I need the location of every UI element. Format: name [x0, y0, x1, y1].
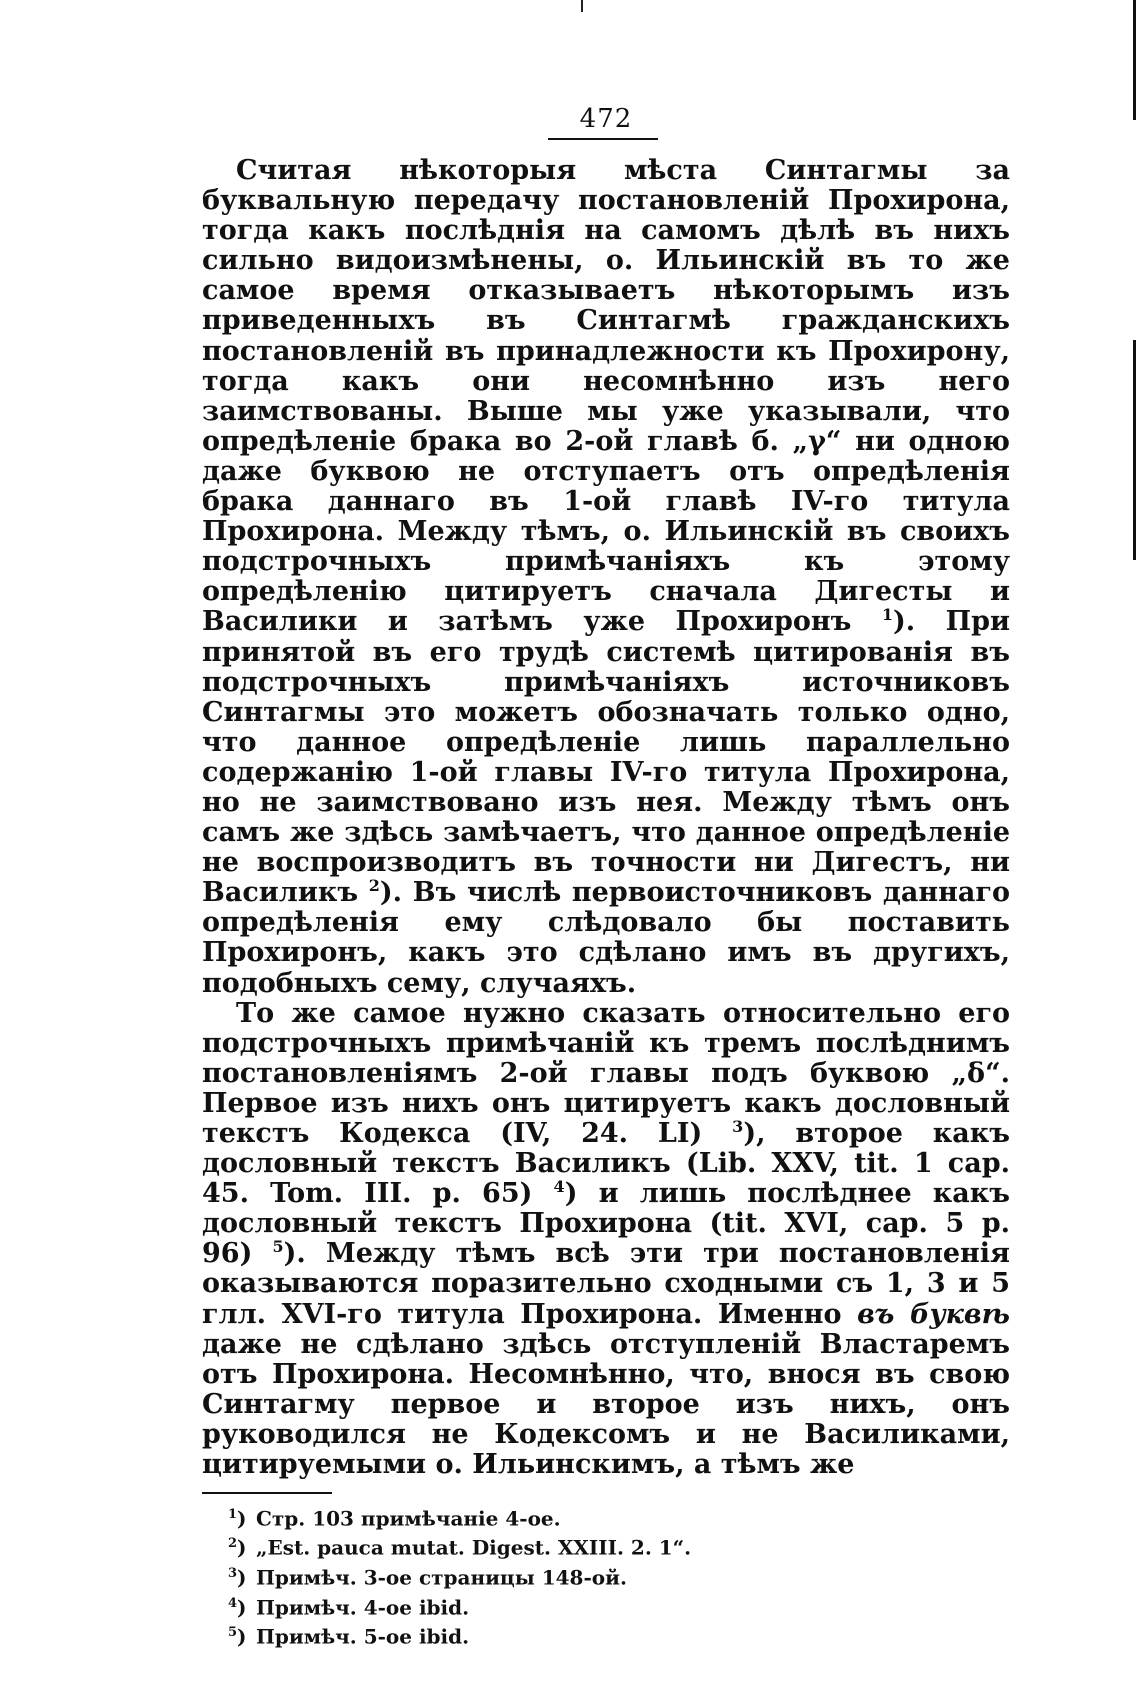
body-paragraph-1 — [202, 156, 1010, 999]
footnote — [228, 1531, 1010, 1561]
footnote-number: 2 — [228, 1536, 238, 1552]
page-number: 472 — [579, 104, 633, 134]
paragraph-text: ). При принятой въ его трудѣ системѣ цитированія въ подстрочныхъ примѣчаніяхъ источниковъ Синтагмы это можетъ обозначать только одно, что данное опредѣленіе лишь параллельно содержанію 1-ой главы IV-го титула Прохирона, но не заимствовано изъ нея. Между тѣмъ онъ самъ же здѣсь замѣчаетъ, что данное опредѣленіе не воспроизводитъ въ точности ни Дигестъ, ни Василикъ — [202, 606, 1010, 909]
footnote-number: 1 — [228, 1506, 238, 1522]
footnote-marker: $^4$) — [228, 1595, 247, 1620]
footnote-number: 3 — [228, 1565, 238, 1581]
paragraph-text: ). Въ числѣ первоисточниковъ даннаго опредѣленія ему слѣдовало бы поставить Прохиронъ, какъ это сдѣлано имъ въ другихъ, подобныхъ сему, случаяхъ. — [202, 877, 1010, 999]
paragraph-text: ), второе какъ дословный текстъ Василикъ (Lib. XXV, tit. 1 cap. 45. Tom. III. p. 65) — [202, 1118, 1010, 1210]
page-number-rule — [548, 138, 658, 140]
scan-mark — [581, 0, 583, 12]
footnote-ref: 5 — [272, 1237, 284, 1257]
scan-edge-shadow — [1133, 0, 1136, 120]
footnote-number: 4 — [228, 1595, 238, 1611]
footnote-text: Примѣч. 3-ое страницы 148-ой. — [256, 1565, 627, 1590]
footnote-marker: $^5$) — [228, 1624, 247, 1649]
footnote-text: Примѣч. 4-ое ibid. — [256, 1595, 470, 1620]
body-paragraph-2 — [202, 999, 1010, 1481]
footnote — [228, 1561, 1010, 1591]
footnote-marker: $^3$) — [228, 1565, 247, 1590]
footnote-ref: 1 — [881, 605, 893, 625]
scan-edge-shadow — [1133, 340, 1136, 560]
footnote-number: 5 — [228, 1625, 238, 1641]
footnote — [228, 1502, 1010, 1532]
footnote-marker: $^1$) — [228, 1506, 247, 1531]
footnote-text: „Est. pauca mutat. Digest. XXIII. 2. 1“. — [256, 1535, 692, 1560]
paragraph-text: Считая нѣкоторыя мѣста Синтагмы за буквальную передачу постановленій Прохирона, тогда какъ послѣднія на самомъ дѣлѣ въ нихъ сильно видоизмѣнены, о. Ильинскій въ то же самое время отказываетъ нѣкоторымъ изъ приведенныхъ въ Синтагмѣ гражданскихъ постановленій въ принадлежности къ Прохирону, тогда какъ они несомнѣнно изъ него заимствованы. Выше мы уже указывали, что опредѣленіе брака во 2-ой главѣ б. „γ“ ни одною даже буквою не отступаетъ отъ опредѣленія брака даннаго въ 1-ой главѣ IV-го титула Прохирона. Между тѣмъ, о. Ильинскій въ своихъ подстрочныхъ примѣчаніяхъ къ этому опредѣленію цитируетъ сначала Дигесты и Василики и затѣмъ уже Прохиронъ — [202, 155, 1010, 638]
footnote — [228, 1620, 1010, 1650]
footnote-ref: 2 — [368, 876, 380, 896]
footnote-marker: $^2$) — [228, 1535, 247, 1560]
footnotes-list — [202, 1502, 1010, 1650]
footnote-text: Стр. 103 примѣчаніе 4-ое. — [256, 1506, 561, 1531]
footnote-text: Примѣч. 5-ое ibid. — [256, 1624, 470, 1649]
paragraph-text: даже не сдѣлано здѣсь отступленій Властаремъ отъ Прохирона. Несомнѣнно, что, внося въ свою Синтагму первое и второе изъ нихъ, онъ руководился не Кодексомъ и не Василиками, цитируемыми о. Ильинскимъ, а тѣмъ же — [202, 1328, 1010, 1481]
footnote-ref: 4 — [553, 1177, 565, 1197]
emphasis-text: въ буквѣ — [857, 1298, 1010, 1330]
footnote-ref: 3 — [732, 1117, 744, 1136]
book-page — [202, 100, 1010, 1650]
paragraph-text: ). Между тѣмъ всѣ эти три постановленія оказываются поразительно сходными съ 1, 3 и 5 глл. XVI-го титула Прохирона. Именно — [202, 1238, 1010, 1330]
paragraph-text: То же самое нужно сказать относительно его подстрочныхъ примѣчаній къ тремъ послѣднимъ постановленіямъ 2-ой главы подъ буквою „δ“. Первое изъ нихъ онъ цитируетъ какъ дословный текстъ Кодекса (IV, 24. LI) — [202, 997, 1010, 1149]
footnote-rule — [202, 1492, 332, 1494]
footnote — [228, 1591, 1010, 1621]
paragraph-text: ) и лишь послѣднее какъ дословный текстъ Прохирона (tit. XVI, cap. 5 p. 96) — [202, 1178, 1010, 1270]
